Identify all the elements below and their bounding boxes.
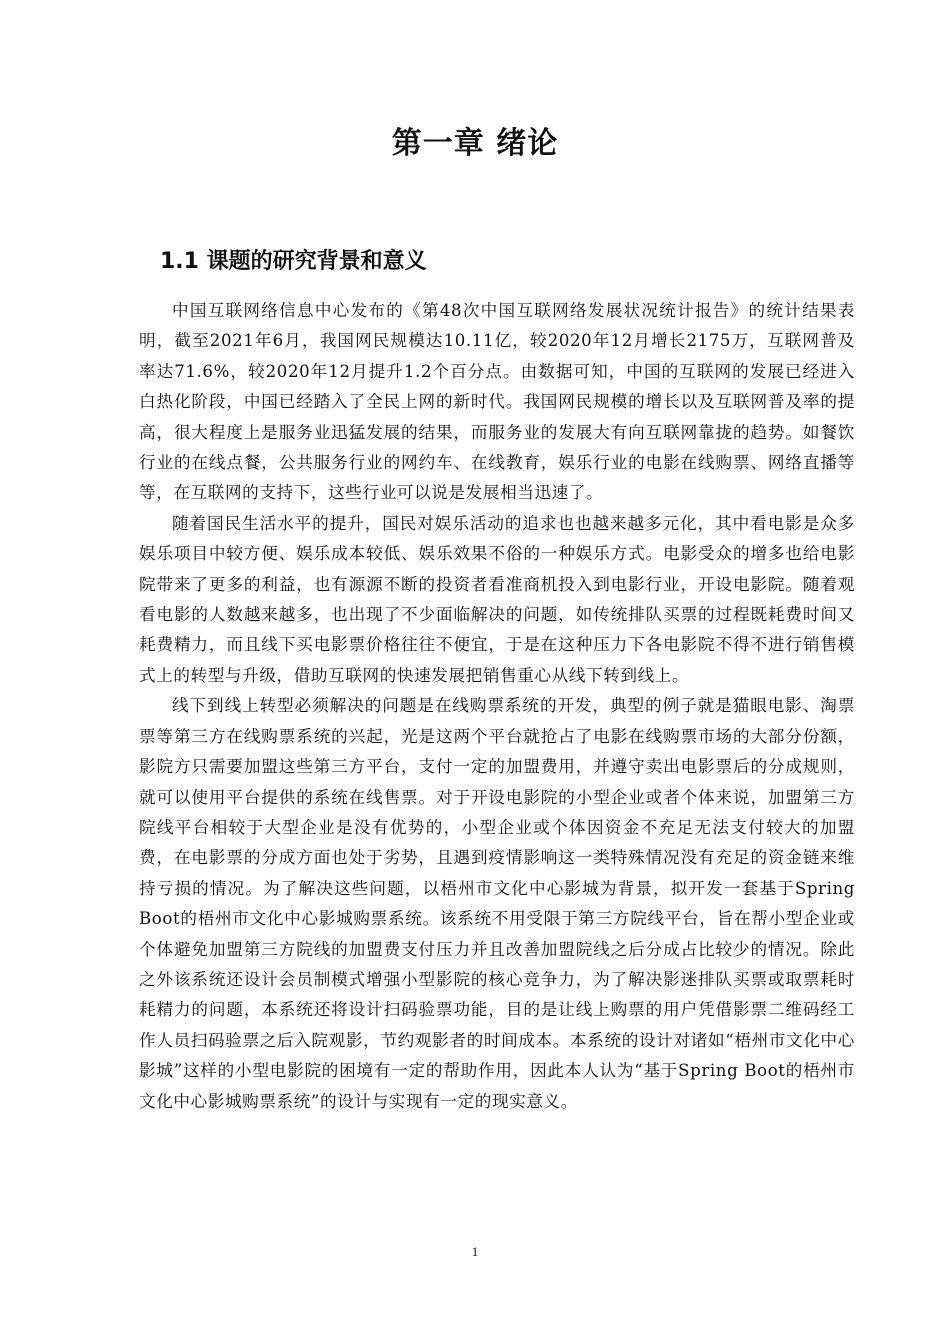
paragraph-3: 线下到线上转型必须解决的问题是在线购票系统的开发，典型的例子就是猫眼电影、淘票票等第三方在线购票系统的兴起，光是这两个平台就抢占了电影在线购票市场的大部分份额，影院方只需要加盟这些第三方平台，支付一定的加盟费用，并遵守卖出电影票后的分成规则，就可以使用平台提供的系统在线售票。对于开设电影院的小型企业或者个体来说，加盟第三方院线平台相较于大型企业是没有优势的，小型企业或个体因资金不充足无法支付较大的加盟费，在电影票的分成方面也处于劣势，且遇到疫情影响这一类特殊情况没有充足的资金链来维持亏损的情况。为了解决这些问题，以梧州市文化中心影城为背景，拟开发一套基于Spring Boot的梧州市文化中心影城购票系统。该系统不用受限于第三方院线平台，旨在帮小型企业或个体避免加盟第三方院线的加盟费支付压力并且改善加盟院线之后分成占比较少的情况。除此之外该系统还设计会员制模式增强小型影院的核心竞争力，为了解决影迷排队买票或取票耗时耗精力的问题，本系统还将设计扫码验票功能，目的是让线上购票的用户凭借影票二维码经工作人员扫码验票之后入院观影，节约观影者的时间成本。本系统的设计对诸如“梧州市文化中心影城”这样的小型电影院的困境有一定的帮助作用，因此本人认为“基于Spring Boot的梧州市文化中心影城购票系统”的设计与实现有一定的现实意义。: [139, 696, 855, 1111]
body-text: [139, 296, 855, 1117]
page-number: 1: [471, 1244, 479, 1259]
section-title: 1.1 课题的研究背景和意义: [160, 249, 427, 274]
paragraph-2: 随着国民生活水平的提升，国民对娱乐活动的追求也也越来越多元化，其中看电影是众多娱乐项目中较方便、娱乐成本较低、娱乐效果不俗的一种娱乐方式。电影受众的增多也给电影院带来了更多的利益，也有源源不断的投资者看准商机投入到电影行业，开设电影院。随着观看电影的人数越来越多，也出现了不少面临解决的问题，如传统排队买票的过程既耗费时间又耗费精力，而且线下买电影票价格往往不便宜，于是在这种压力下各电影院不得不进行销售模式上的转型与升级，借助互联网的快速发展把销售重心从线下转到线上。: [139, 513, 855, 685]
paragraph-1: 中国互联网络信息中心发布的《第48次中国互联网络发展状况统计报告》的统计结果表明，截至2021年6月，我国网民规模达10.11亿，较2020年12月增长2175万，互联网普及率达71.6%，较2020年12月提升1.2个百分点。由数据可知，中国的互联网的发展已经进入白热化阶段，中国已经踏入了全民上网的新时代。我国网民规模的增长以及互联网普及率的提高，很大程度上是服务业迅猛发展的结果，而服务业的发展大有向互联网靠拢的趋势。如餐饮行业的在线点餐，公共服务行业的网约车、在线教育，娱乐行业的电影在线购票、网络直播等等，在互联网的支持下，这些行业可以说是发展相当迅速了。: [139, 301, 855, 503]
chapter-title: 第一章 绪论: [391, 126, 559, 161]
